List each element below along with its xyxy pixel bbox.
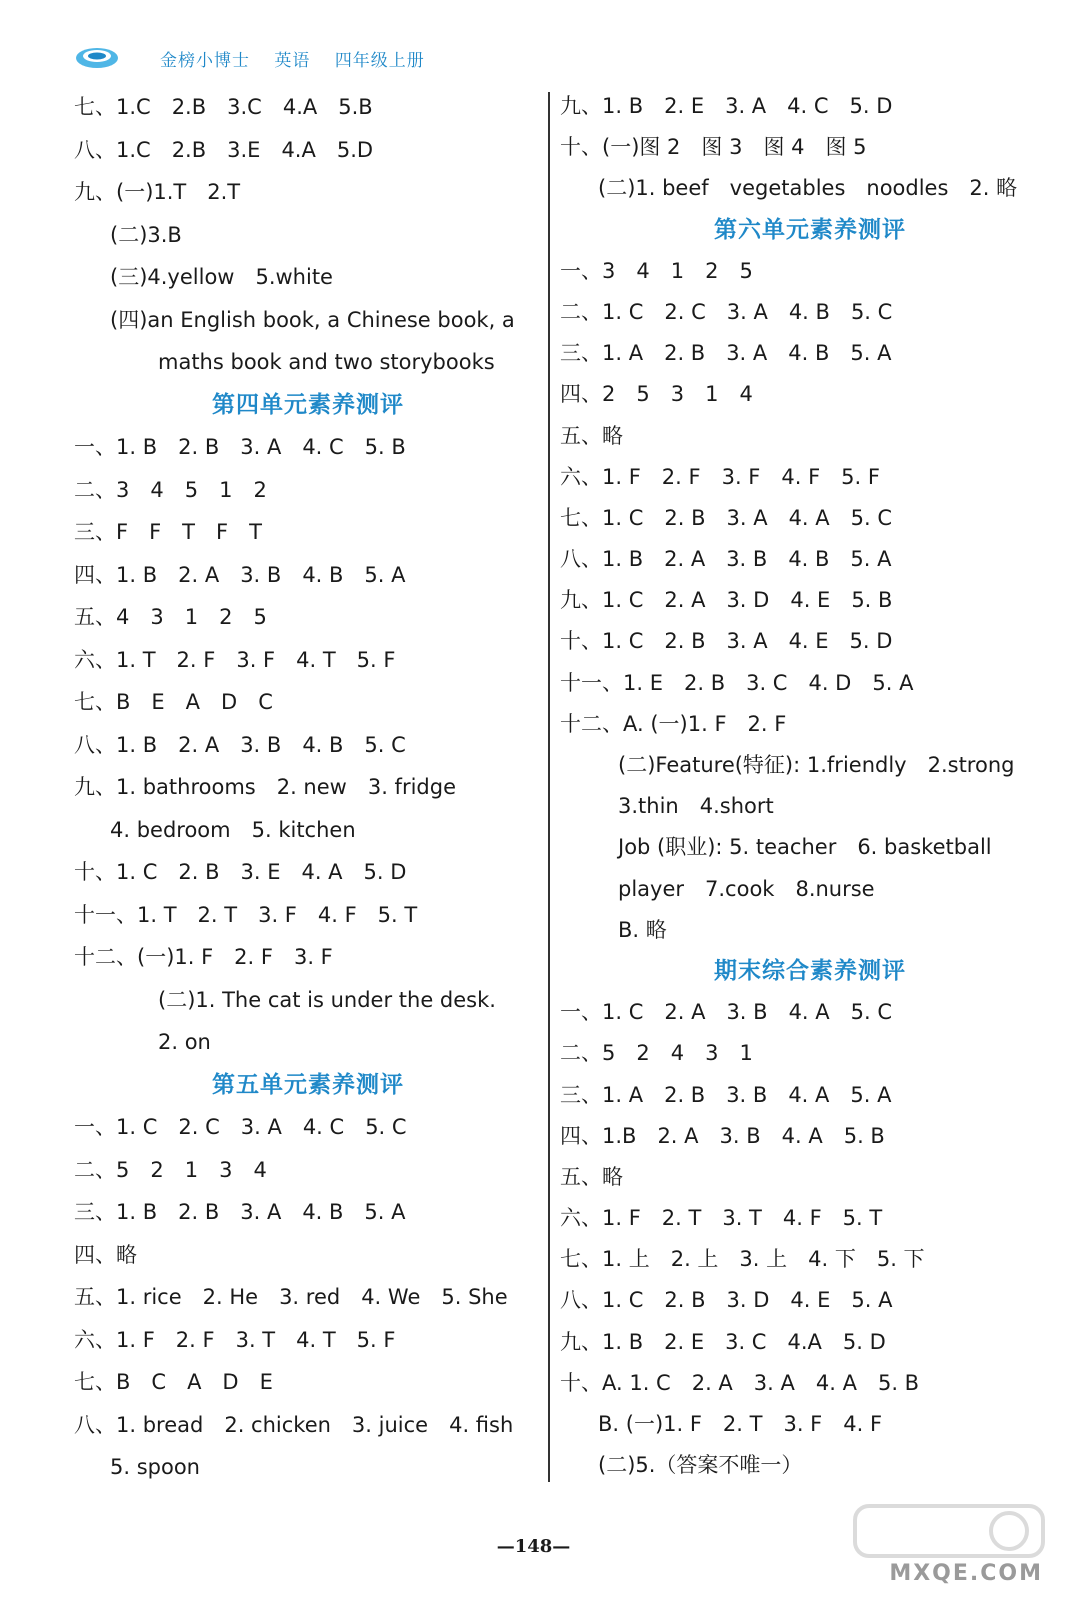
answer-line: 二、5 2 1 3 4: [74, 1157, 267, 1182]
answer-line: (四)an English book, a Chinese book, a: [110, 307, 515, 332]
answer-line: Job (职业): 5. teacher 6. basketball: [618, 835, 992, 860]
answer-line: (二)1. beef vegetables noodles 2. 略: [598, 176, 1018, 201]
page-number: —148—: [496, 1536, 571, 1557]
section-title: 期末综合素养测评: [714, 957, 906, 984]
answer-line: 四、1. B 2. A 3. B 4. B 5. A: [74, 562, 406, 587]
answer-line: 八、1. B 2. A 3. B 4. B 5. A: [560, 547, 892, 572]
answer-line: 4. bedroom 5. kitchen: [110, 817, 356, 842]
answer-line: 八、1. bread 2. chicken 3. juice 4. fish: [74, 1412, 514, 1437]
answer-line: 五、略: [560, 1164, 623, 1189]
answer-line: 四、1.B 2. A 3. B 4. A 5. B: [560, 1123, 885, 1148]
answer-line: 九、1. bathrooms 2. new 3. fridge: [74, 775, 456, 799]
answer-line: 六、1. F 2. F 3. F 4. F 5. F: [560, 464, 880, 489]
answer-line: 十、A. 1. C 2. A 3. A 4. A 5. B: [560, 1370, 920, 1395]
answer-line: 九、(一)1.T 2.T: [74, 180, 241, 204]
answer-line: 五、略: [560, 423, 623, 448]
answer-line: 四、略: [74, 1242, 137, 1267]
answer-line: 二、1. C 2. C 3. A 4. B 5. C: [560, 299, 893, 324]
answer-line: 二、3 4 5 1 2: [74, 477, 267, 502]
answer-line: 九、1. B 2. E 3. A 4. C 5. D: [560, 94, 893, 118]
answer-line: 六、1. F 2. T 3. T 4. F 5. T: [560, 1206, 883, 1231]
section-title: 第五单元素养测评: [212, 1071, 404, 1098]
answer-line: 一、1. B 2. B 3. A 4. C 5. B: [74, 435, 406, 459]
answer-line: 七、B C A D E: [74, 1370, 273, 1394]
answer-line: 十、1. C 2. B 3. E 4. A 5. D: [74, 860, 407, 884]
answer-line: 一、3 4 1 2 5: [560, 258, 753, 283]
page-header: [74, 40, 554, 74]
answer-line: 三、F F T F T: [74, 520, 262, 544]
left-column: [74, 86, 542, 1489]
answer-line: 九、1. C 2. A 3. D 4. E 5. B: [560, 588, 893, 613]
answer-line: 五、4 3 1 2 5: [74, 605, 267, 629]
answer-line: 三、1. A 2. B 3. B 4. A 5. A: [560, 1082, 892, 1107]
header-brand: 金榜小博士: [160, 51, 250, 71]
answer-line: 一、1. C 2. A 3. B 4. A 5. C: [560, 1000, 893, 1025]
answer-line: player 7.cook 8.nurse: [618, 876, 875, 901]
answer-line: 九、1. B 2. E 3. C 4.A 5. D: [560, 1329, 886, 1354]
answer-line: 十一、1. T 2. T 3. F 4. F 5. T: [74, 902, 418, 927]
answer-line: B. (一)1. F 2. T 3. F 4. F: [598, 1412, 883, 1436]
section-title: 第六单元素养测评: [714, 216, 906, 243]
header-subject: 英语: [274, 51, 311, 71]
answer-line: 八、1. C 2. B 3. D 4. E 5. A: [560, 1288, 893, 1313]
answer-line: 七、B E A D C: [74, 690, 273, 714]
answer-line: 六、1. T 2. F 3. F 4. T 5. F: [74, 647, 396, 672]
header-grade: 四年级上册: [334, 51, 425, 71]
answer-line: (二)1. The cat is under the desk.: [158, 987, 496, 1012]
book-logo-icon: [74, 44, 120, 70]
answer-line: (二)5.（答案不唯一）: [598, 1453, 803, 1478]
answer-line: (三)4.yellow 5.white: [110, 265, 333, 289]
section-title: 第四单元素养测评: [212, 391, 404, 418]
answer-line: (二)Feature(特征): 1.friendly 2.strong: [618, 753, 1015, 777]
answer-line: 一、1. C 2. C 3. A 4. C 5. C: [74, 1115, 407, 1139]
answer-line: 十、1. C 2. B 3. A 4. E 5. D: [560, 629, 893, 654]
answer-line: 三、1. A 2. B 3. A 4. B 5. A: [560, 341, 892, 366]
answer-line: 2. on: [158, 1030, 211, 1054]
answer-line: 七、1.C 2.B 3.C 4.A 5.B: [74, 95, 373, 119]
answer-line: 二、5 2 4 3 1: [560, 1041, 753, 1066]
column-divider: [548, 92, 550, 1482]
header-text: [160, 46, 443, 71]
answer-line: 六、1. F 2. F 3. T 4. T 5. F: [74, 1327, 396, 1352]
answer-line: 十二、A. (一)1. F 2. F: [560, 711, 787, 736]
answer-line: 七、1. 上 2. 上 3. 上 4. 下 5. 下: [560, 1247, 925, 1272]
right-column: [560, 86, 1060, 1486]
answer-line: 十、(一)图 2 图 3 图 4 图 5: [560, 135, 867, 160]
answer-line: 十一、1. E 2. B 3. C 4. D 5. A: [560, 670, 914, 695]
answer-line: maths book and two storybooks: [158, 350, 495, 374]
answer-line: 八、1.C 2.B 3.E 4.A 5.D: [74, 137, 374, 162]
answer-line: B. 略: [618, 917, 667, 942]
answer-line: 十二、(一)1. F 2. F 3. F: [74, 945, 333, 969]
answer-line: 七、1. C 2. B 3. A 4. A 5. C: [560, 505, 893, 530]
answer-line: 五、1. rice 2. He 3. red 4. We 5. She: [74, 1285, 508, 1309]
answer-line: 八、1. B 2. A 3. B 4. B 5. C: [74, 732, 406, 757]
answer-line: 5. spoon: [110, 1455, 200, 1479]
answer-line: 三、1. B 2. B 3. A 4. B 5. A: [74, 1200, 406, 1224]
answer-line: 3.thin 4.short: [618, 794, 774, 819]
watermark-text: MXQE.COM: [889, 1561, 1043, 1586]
answer-line: 四、2 5 3 1 4: [560, 382, 753, 407]
answer-line: (二)3.B: [110, 222, 182, 247]
